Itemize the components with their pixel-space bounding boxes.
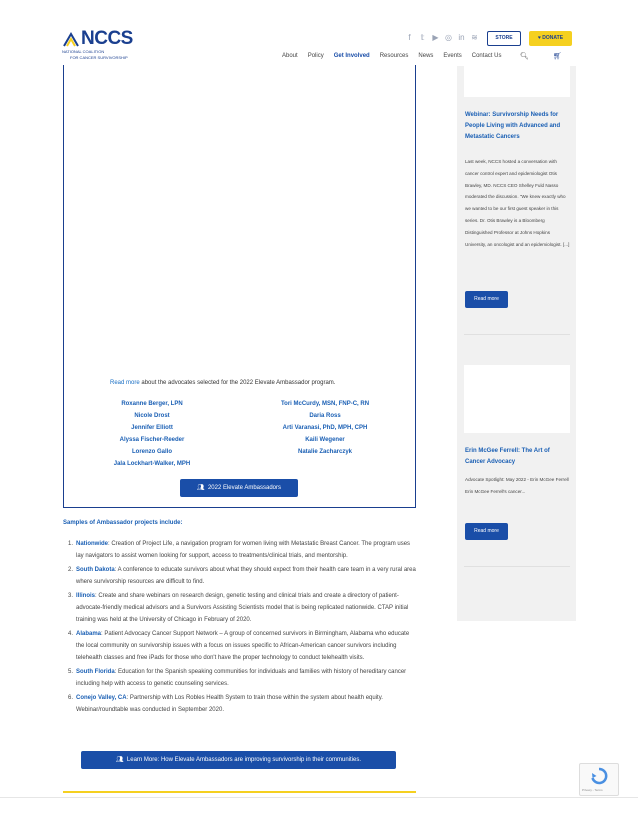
recaptcha-icon — [590, 767, 608, 785]
sample-text: : Education for the Spanish speaking communities for individuals and families with history of hereditary cancer including help with access to genetic counseling services. — [76, 669, 407, 687]
sample-location-link[interactable]: South Dakota — [76, 567, 115, 573]
list-number: 6. — [68, 695, 74, 701]
site-header — [0, 0, 638, 66]
samples-list — [68, 538, 418, 718]
donate-button[interactable] — [529, 31, 572, 46]
site-logo[interactable] — [62, 30, 132, 62]
ambassador-name[interactable]: Roxanne Berger, LPN — [121, 401, 183, 407]
logo-mark-icon — [62, 32, 80, 48]
list-item — [68, 628, 418, 664]
list-item — [68, 666, 418, 690]
cart-icon[interactable]: 🛒︎ — [553, 53, 562, 60]
read-more-link[interactable]: Read more — [110, 380, 140, 386]
list-number: 3. — [68, 593, 74, 599]
ambassador-name[interactable]: Nicole Drost — [134, 413, 170, 419]
sample-text: : Creation of Project Life, a navigation program for women living with Metastatic Breast Cancer. The program uses lay navigators to assist women looking for support, access to treatments/clinical trials, and mentorship. — [76, 541, 411, 559]
yellow-divider — [63, 791, 416, 793]
heart-icon: ♥ — [537, 35, 543, 41]
read-more-button[interactable]: Read more — [465, 523, 508, 540]
youtube-icon[interactable]: ▶ — [432, 33, 439, 42]
donate-label: DONATE — [542, 35, 564, 41]
ambassador-names-col1 — [100, 398, 204, 470]
ambassador-name[interactable]: Lorenzo Gallo — [131, 449, 172, 455]
nav-policy[interactable]: Policy — [307, 53, 324, 59]
list-item — [68, 590, 418, 626]
ambassador-name[interactable]: Arti Varanasi, PhD, MPH, CPH — [282, 425, 368, 431]
facebook-icon[interactable]: f — [408, 33, 411, 42]
nav-get-involved[interactable]: Get Involved — [333, 53, 370, 59]
nav-about[interactable]: About — [282, 53, 298, 59]
main-nav — [282, 53, 511, 59]
post-thumbnail[interactable] — [464, 365, 570, 433]
samples-heading: Samples of Ambassador projects include: — [63, 520, 183, 526]
elevate-ambassadors-label: 2022 Elevate Ambassadors — [207, 485, 281, 491]
list-item — [68, 538, 418, 562]
nav-contact-us[interactable]: Contact Us — [471, 53, 502, 59]
ambassador-names-col2 — [260, 398, 390, 458]
footer-divider — [0, 797, 638, 798]
read-more-text: about the advocates selected for the 2022 Elevate Ambassador program. — [139, 380, 336, 386]
list-number: 1. — [68, 541, 74, 547]
rss-icon[interactable]: ≋ — [471, 33, 478, 42]
elevate-ambassadors-button[interactable] — [180, 479, 298, 497]
sample-text: : Partnership with Los Robles Health System to train those within the system about health equity. Webinar/roundtable was conducted in September 2020. — [76, 695, 383, 713]
list-item — [68, 564, 418, 588]
sample-location-link[interactable]: Illinois — [76, 593, 96, 599]
list-number: 4. — [68, 631, 74, 637]
twitter-icon[interactable]: 𝕥 — [420, 33, 425, 42]
users-icon: 👥︎ — [197, 485, 208, 491]
sample-location-link[interactable]: Alabama — [76, 631, 102, 637]
ambassador-name[interactable]: Natalie Zacharczyk — [297, 449, 353, 455]
sample-location-link[interactable]: Nationwide — [76, 541, 109, 547]
linkedin-icon[interactable]: in — [458, 33, 465, 42]
instagram-icon[interactable]: ◎ — [445, 33, 452, 42]
sample-text: : A conference to educate survivors about what they should expect from their health care team in a very rural area where survivorship resources are difficult to find. — [76, 567, 416, 585]
sample-location-link[interactable]: South Florida — [76, 669, 115, 675]
logo-text: NCCS — [81, 28, 133, 49]
recaptcha-badge[interactable] — [579, 763, 619, 796]
store-button[interactable]: STORE — [487, 31, 521, 46]
list-number: 2. — [68, 567, 74, 573]
nav-resources[interactable]: Resources — [379, 53, 409, 59]
post-separator — [464, 334, 570, 335]
learn-more-button[interactable] — [81, 751, 396, 769]
post-title-link[interactable]: Webinar: Survivorship Needs for People Living with Advanced and Metastatic Cancers — [465, 112, 561, 140]
post-title-link[interactable]: Erin McGee Ferrell: The Art of Cancer Advocacy — [465, 448, 550, 465]
sample-location-link[interactable]: Conejo Valley, CA — [76, 695, 127, 701]
recaptcha-terms[interactable]: Privacy - Terms — [582, 788, 603, 792]
logo-tagline-2: FOR CANCER SURVIVORSHIP — [70, 55, 128, 60]
sample-text: : Create and share webinars on research design, genetic testing and clinical trials and create a directory of patient-advocate-friendly medical advisors and a Survivors Assisting Scientists model that is being replicated nationwide. CTAP initial training was held at the University of Chicago in February of 2020. — [76, 593, 409, 623]
read-more-button[interactable]: Read more — [465, 291, 508, 308]
nav-news[interactable]: News — [418, 53, 434, 59]
users-icon: 👥︎ — [115, 757, 127, 763]
ambassador-name[interactable]: Jennifer Elliott — [131, 425, 173, 431]
ambassador-name[interactable]: Daria Ross — [309, 413, 341, 419]
ambassador-name[interactable]: Tori McCurdy, MSN, FNP-C, RN — [280, 401, 370, 407]
read-more-line — [110, 380, 335, 386]
post-excerpt: Advocate Spotlight: May 2022 - Erin McGee Ferrell Erin McGee Ferrell's cancer... — [465, 477, 569, 494]
ambassador-name[interactable]: Alyssa Fischer-Reeder — [119, 437, 185, 443]
list-number: 5. — [68, 669, 74, 675]
search-icon[interactable]: 🔍︎ — [520, 53, 529, 60]
logo-tagline-1: NATIONAL COALITION — [62, 49, 105, 54]
post-thumbnail[interactable] — [464, 66, 570, 97]
list-item — [68, 692, 418, 716]
social-links — [405, 33, 479, 42]
ambassador-name[interactable]: Jala Lockhart-Walker, MPH — [113, 461, 191, 467]
sample-text: : Patient Advocacy Cancer Support Network – A group of concerned survivors in Birmingham, Alabama who educate the local community on survivorship issues with a focus on issues specific to African-American cancer survivors including telehealth classes and free iPads for those who don't have the proper technology to conduct telehealth visits. — [76, 631, 410, 661]
ambassador-name[interactable]: Kaili Wegener — [305, 437, 345, 443]
learn-more-label: Learn More: How Elevate Ambassadors are improving survivorship in their communities. — [126, 757, 362, 763]
nav-events[interactable]: Events — [443, 53, 462, 59]
post-separator — [464, 566, 570, 567]
post-excerpt: Last week, NCCS hosted a conversation with cancer control expert and epidemiologist Otis Brawley, MD. NCCS CEO Shelley Fuld Nasso moderated the discussion. "We knew exactly who we wanted to be our first guest speaker in this series. Dr. Otis Brawley is a Bloomberg Distinguished Professor at Johns Hopkins University, an oncologist and an epidemiologist. [...] — [465, 159, 570, 247]
